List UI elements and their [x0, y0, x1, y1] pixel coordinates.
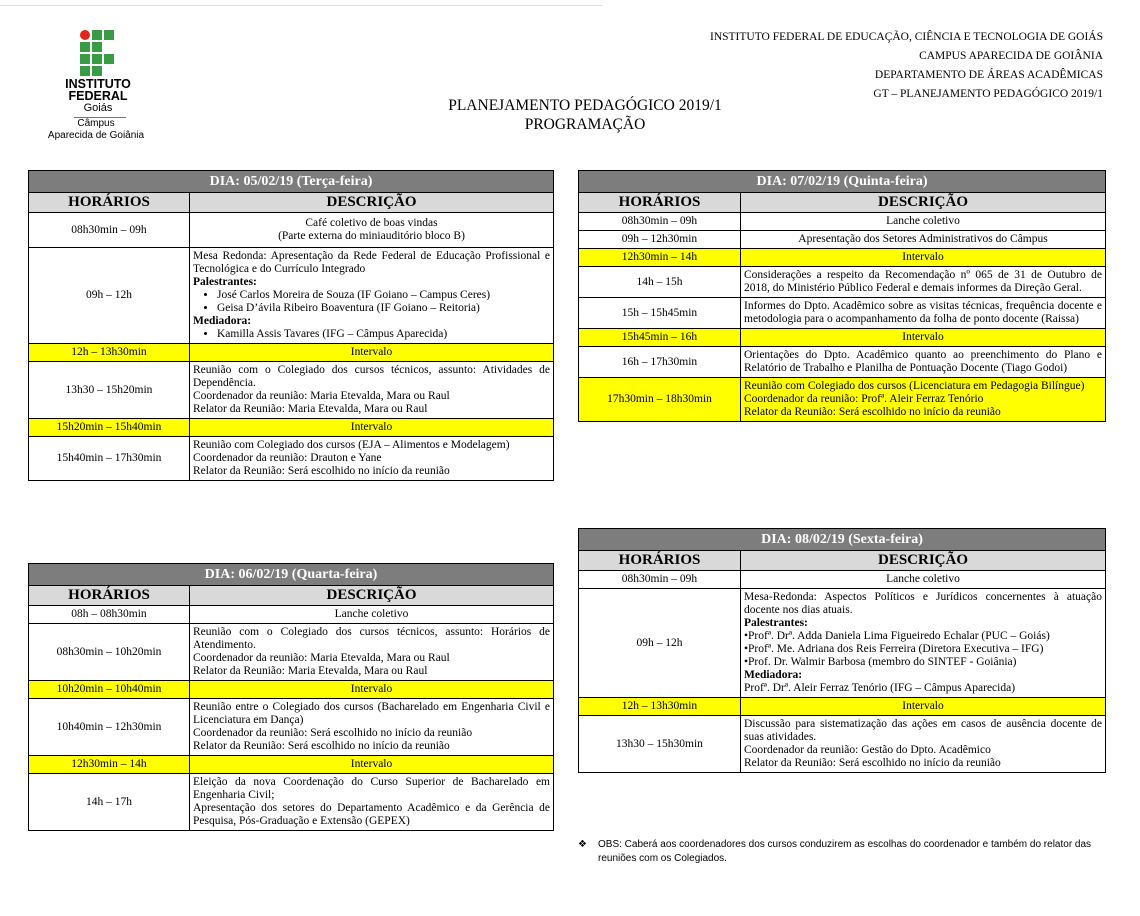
col-header-times: HORÁRIOS — [29, 586, 190, 606]
table-row: 08h30min – 09h Lanche coletivo — [579, 571, 1106, 589]
col-header-times: HORÁRIOS — [579, 551, 741, 571]
page-title: PLANEJAMENTO PEDAGÓGICO 2019/1 PROGRAMAÇÃO — [448, 97, 722, 133]
table-row: 13h30 – 15h20min Reunião com o Colegiado dos cursos técnicos, assunto: Atividades de Dependência. Coordenador da reunião: Maria Etevalda, Mara ou Raul Relator da Reunião: Maria Etevalda, Mara ou Raul — [29, 362, 554, 419]
col-header-times: HORÁRIOS — [579, 193, 741, 213]
interval-row: 15h45min – 16h Intervalo — [579, 329, 1106, 347]
table-row: 14h – 17h Eleição da nova Coordenação do Curso Superior de Bacharelado em Engenharia Civil; Apresentação dos setores do Departamento Acadêmico e da Gerência de Pesquisa, Pós-Graduação e Extensão (GEPEX) — [29, 774, 554, 831]
table-row-highlight: 17h30min – 18h30min Reunião com Colegiado dos cursos (Licenciatura em Pedagogia Bilíngue) Coordenador da reunião: Profª. Aleir Ferraz Tenório Relator da Reunião: Será escolhido no início da reunião — [579, 378, 1106, 422]
day-title: DIA: 06/02/19 (Quarta-feira) — [29, 564, 554, 586]
table-row: 13h30 – 15h30min Discussão para sistematização das ações em casos de ausência docente de suas atividades. Coordenador da reunião: Gestão do Dpto. Acadêmico Relator da Reunião: Será escolhido no início da reunião — [579, 716, 1106, 773]
table-row: 16h – 17h30min Orientações do Dpto. Acadêmico quanto ao preenchimento do Plano e Relatório de Trabalho e Planilha de Pontuação Docente (Tiago Godoi) — [579, 347, 1106, 378]
table-row: 15h40min – 17h30min Reunião com Colegiado dos cursos (EJA – Alimentos e Modelagem) Coordenador da reunião: Drauton e Yane Relator da Reunião: Será escolhido no início da reunião — [29, 437, 554, 481]
table-row: 09h – 12h Mesa-Redonda: Aspectos Políticos e Jurídicos concernentes à atuação docente nos dias atuais. Palestrantes: •Profª. Drª. Adda Daniela Lima Figueiredo Echalar (PUC – Goiás) •Profª. Me. Adriana dos Reis Ferreira (Diretora Executiva – IFG) •Prof. Dr. Walmir Barbosa (membro do SINTEF - Goiânia) Mediadora: Profª. Drª. Aleir Ferraz Tenório (IFG – Câmpus Aparecida) — [579, 589, 1106, 698]
institution-line: INSTITUTO FEDERAL DE EDUCAÇÃO, CIÊNCIA E TECNOLOGIA DE GOIÁS — [709, 31, 1103, 43]
col-header-description: DESCRIÇÃO — [741, 551, 1106, 571]
table-row: 08h30min – 09h Lanche coletivo — [579, 213, 1106, 231]
table-row: 09h – 12h Mesa Redonda: Apresentação da Rede Federal de Educação Profissional e Tecnológica e do Currículo Integrado Palestrantes: • José Carlos Moreira de Souza (IF Goiano – Campus Ceres) • Geisa D’ávila Ribeiro Boaventura (IF Goiano – Reitoria) Mediadora: • Kamilla Assis Tavares (IFG – Câmpus Aparecida) — [29, 248, 554, 344]
table-row: 15h – 15h45min Informes do Dpto. Acadêmico sobre as visitas técnicas, frequência docente e metodologia para o acompanhamento da folha de ponto docente (Raissa) — [579, 298, 1106, 329]
table-row: 09h – 12h30min Apresentação dos Setores Administrativos do Câmpus — [579, 231, 1106, 249]
interval-row: 12h – 13h30min Intervalo — [579, 698, 1106, 716]
diamond-bullet-icon: ❖ — [578, 839, 587, 850]
interval-row: 12h – 13h30min Intervalo — [29, 344, 554, 362]
table-row: 08h30min – 09h Café coletivo de boas vindas (Parte externa do miniauditório bloco B) — [29, 213, 554, 248]
col-header-description: DESCRIÇÃO — [190, 193, 554, 213]
col-header-description: DESCRIÇÃO — [190, 586, 554, 606]
schedule-day-1 — [28, 170, 554, 481]
schedule-day-3 — [578, 170, 1106, 422]
logo-campus: Câmpus Aparecida de Goiânia — [47, 118, 145, 141]
top-rule — [0, 5, 602, 6]
col-header-times: HORÁRIOS — [29, 193, 190, 213]
table-row: 14h – 15h Considerações a respeito da Recomendação nº 065 de 31 de Outubro de 2018, do Ministério Público Federal e demais informes da Direção Geral. — [579, 267, 1106, 298]
table-row: 10h40min – 12h30min Reunião entre o Colegiado dos cursos (Bacharelado em Engenharia Civil e Licenciatura em Dança) Coordenador da reunião: Será escolhido no início da reunião Relator da Reunião: Será escolhido no início da reunião — [29, 699, 554, 756]
interval-row: 12h30min – 14h Intervalo — [579, 249, 1106, 267]
day-title: DIA: 08/02/19 (Sexta-feira) — [579, 529, 1106, 551]
institution-line: DEPARTAMENTO DE ÁREAS ACADÊMICAS — [874, 69, 1103, 81]
table-row: 08h30min – 10h20min Reunião com o Colegiado dos cursos técnicos, assunto: Horários de Atendimento. Coordenador da reunião: Maria Etevalda, Mara ou Raul Relator da Reunião: Maria Etevalda, Mara ou Raul — [29, 624, 554, 681]
observation-note: ❖ OBS: Caberá aos coordenadores dos cursos conduzirem as escolhas do coordenador e também do relator das reuniões com os Colegiados. — [578, 839, 1092, 864]
interval-row: 15h20min – 15h40min Intervalo — [29, 419, 554, 437]
logo-wordmark: INSTITUTO FEDERAL Goiás — [65, 77, 131, 114]
institution-header — [710, 28, 1103, 104]
day-title: DIA: 05/02/19 (Terça-feira) — [29, 171, 554, 193]
day-title: DIA: 07/02/19 (Quinta-feira) — [579, 171, 1106, 193]
col-header-description: DESCRIÇÃO — [741, 193, 1106, 213]
interval-row: 10h20min – 10h40min Intervalo — [29, 681, 554, 699]
institute-logo — [28, 26, 168, 146]
logo-red-dot — [80, 30, 90, 40]
schedule-day-2 — [28, 563, 554, 831]
schedule-day-4 — [578, 528, 1106, 773]
institution-line: CAMPUS APARECIDA DE GOIÂNIA — [919, 50, 1103, 62]
table-row: 08h – 08h30min Lanche coletivo — [29, 606, 554, 624]
interval-row: 12h30min – 14h Intervalo — [29, 756, 554, 774]
institution-line: GT – PLANEJAMENTO PEDAGÓGICO 2019/1 — [873, 88, 1103, 100]
